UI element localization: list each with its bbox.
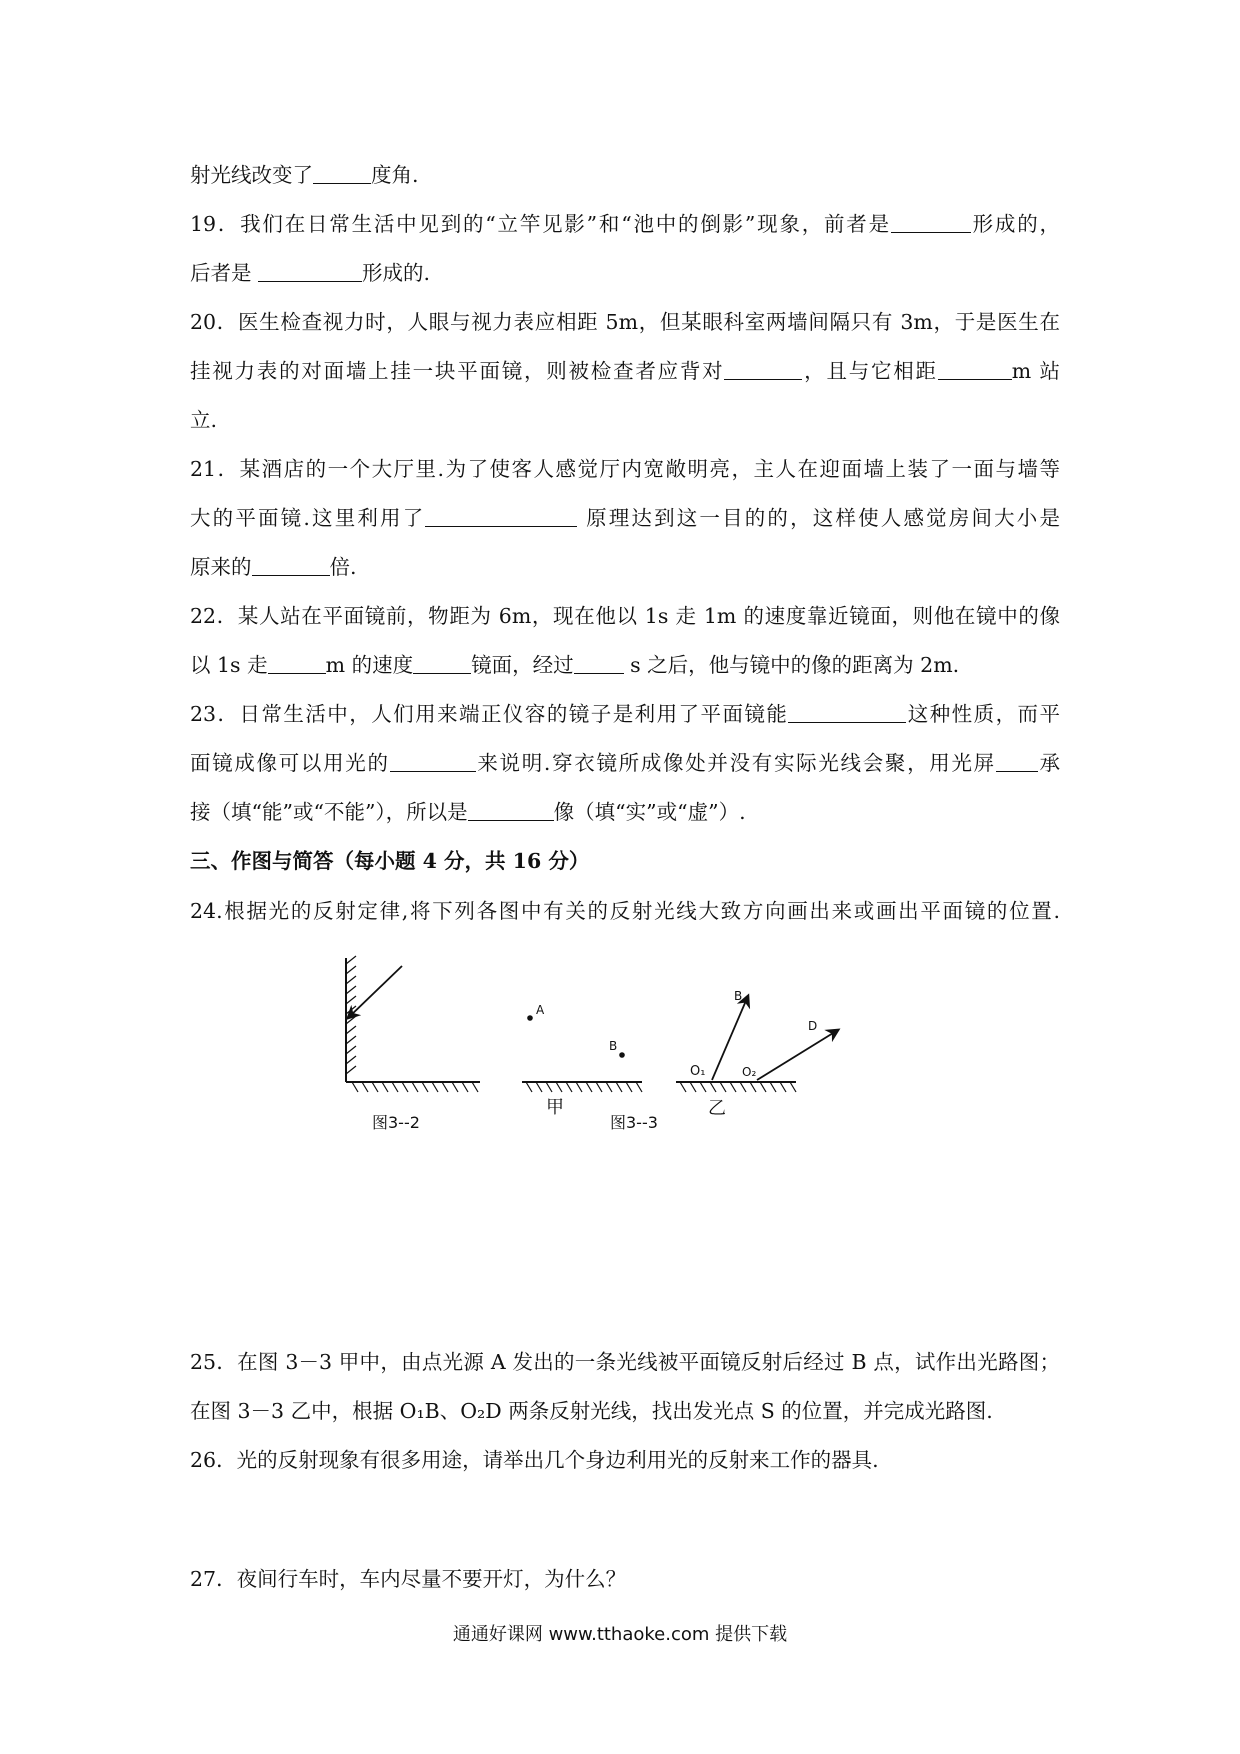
answer-blank[interactable] [938,359,1012,380]
q20-text: 立. [190,408,218,432]
figure-caption: 图3--3 [610,1113,658,1132]
q23-text: 面镜成像可以用光的 [190,751,390,775]
q20-line-2 [190,356,1060,386]
answer-blank[interactable] [425,506,577,527]
q18-text: 度角. [371,163,419,187]
q23-text: 23．日常生活中，人们用来端正仪容的镜子是利用了平面镜能 [190,702,789,726]
q22-line-2 [190,650,1060,680]
q24-text [190,896,1060,926]
answer-blank[interactable] [468,800,554,821]
q21-text: 原来的 [190,555,252,579]
q22-text: 以 1s 走 [190,653,268,677]
q26-prompt: 26．光的反射现象有很多用途，请举出几个身边利用光的反射来工作的器具. [190,1448,879,1472]
reflected-ray-o2d [757,1030,838,1080]
figure-caption: 图3--2 [372,1113,420,1132]
q21-text: 倍. [329,555,357,579]
q22-line-1 [190,601,1060,631]
point-a [527,1015,533,1021]
q23-text: 来说明.穿衣镜所成像处并没有实际光线会聚，用光屏 [475,751,996,775]
q19-text: 19．我们在日常生活中见到的“立竿见影”和“池中的倒影”现象，前者是 [190,212,891,236]
q22-text: m 的速度 [325,653,414,677]
q20-text: 20．医生检查视力时，人眼与视力表应相距 5m，但某眼科室两墙间隔只有 3m，于是医生在 [190,310,1060,334]
incident-ray [348,966,402,1018]
page-footer: 通通好课网 www.tthaoke.com 提供下载 [452,1624,788,1645]
label-b: B [609,1039,618,1053]
q19-text: 后者是 [190,261,252,285]
label-b-yi: B [734,989,743,1003]
mirror-hatching [346,956,478,1092]
q20-text: m 站 [1011,359,1061,383]
answer-blank[interactable] [258,261,362,282]
q21-text: 21．某酒店的一个大厅里.为了使客人感觉厅内宽敞明亮，主人在迎面墙上装了一面与墙等 [190,457,1060,481]
q20-text: ，且与它相距 [802,359,938,383]
answer-blank[interactable] [252,555,330,576]
q23-text: 承 [1037,751,1061,775]
q22-text: 镜面，经过 [471,653,574,677]
point-b [619,1052,625,1058]
mirror-hatching [680,1082,796,1092]
label-d: D [808,1019,818,1033]
q25-line-2 [190,1396,1060,1426]
q22-text: s 之后，他与镜中的像的距离为 2m. [630,653,960,677]
q23-line-3 [190,797,1060,827]
q19-text: 形成的， [970,212,1060,236]
q19-text: 形成的. [362,261,431,285]
q25-line-1 [190,1347,1060,1377]
label-o1: O₁ [690,1064,706,1079]
q25-text: 在图 3－3 乙中，根据 O₁B、O₂D 两条反射光线，找出发光点 S 的位置，并完成光路图. [190,1399,993,1423]
label-yi: 乙 [708,1098,726,1119]
q21-line-3 [190,552,1060,582]
figure-3-3-jia [522,1082,642,1092]
figure-3-2 [346,956,480,1092]
q23-text: 像（填“实”或“虚”）. [553,800,746,824]
q21-text: 大的平面镜.这里利用了 [190,506,426,530]
q19-line-2 [190,258,1060,288]
q23-text: 这种性质，而平 [906,702,1060,726]
q23-line-2 [190,748,1060,778]
answer-blank[interactable] [413,653,471,674]
q25-text: 25．在图 3－3 甲中，由点光源 A 发出的一条光线被平面镜反射后经过 B 点，试作出光路图； [190,1350,1060,1374]
answer-blank[interactable] [996,751,1038,772]
mirror-hatching [526,1082,642,1092]
q23-line-1 [190,699,1060,729]
q21-text: 原理达到这一目的的，这样使人感觉房间大小是 [586,506,1060,530]
answer-blank[interactable] [788,702,906,723]
q18-tail [190,160,1060,190]
q22-text: 22．某人站在平面镜前，物距为 6m，现在他以 1s 走 1m 的速度靠近镜面，则他在镜中的像 [190,604,1060,628]
q24-prompt: 24.根据光的反射定律,将下列各图中有关的反射光线大致方向画出来或画出平面镜的位置. [190,899,1060,923]
answer-blank[interactable] [724,359,802,380]
label-a: A [536,1003,545,1017]
q20-text: 挂视力表的对面墙上挂一块平面镜，则被检查者应背对 [190,359,725,383]
q23-text: 接（填“能”或“不能”），所以是 [190,800,468,824]
q26-text [190,1445,1060,1475]
q20-line-1 [190,307,1060,337]
figure-3-3-yi [676,996,838,1092]
answer-blank[interactable] [891,212,971,233]
reflected-ray-o1b [712,996,748,1080]
section-heading: 三、作图与简答（每小题 4 分，共 16 分） [190,849,590,873]
q27-prompt: 27．夜间行车时，车内尽量不要开灯，为什么？ [190,1567,627,1591]
answer-blank[interactable] [390,751,476,772]
label-o2: O₂ [742,1065,757,1079]
q20-line-3 [190,405,1060,435]
label-jia: 甲 [546,1097,564,1118]
q27-text [190,1564,1060,1594]
answer-blank[interactable] [574,653,624,674]
q19-line-1 [190,209,1060,239]
q21-line-2 [190,503,1060,533]
q18-text: 射光线改变了 [190,163,313,187]
answer-blank[interactable] [313,163,371,184]
q21-line-1 [190,454,1060,484]
answer-blank[interactable] [268,653,326,674]
